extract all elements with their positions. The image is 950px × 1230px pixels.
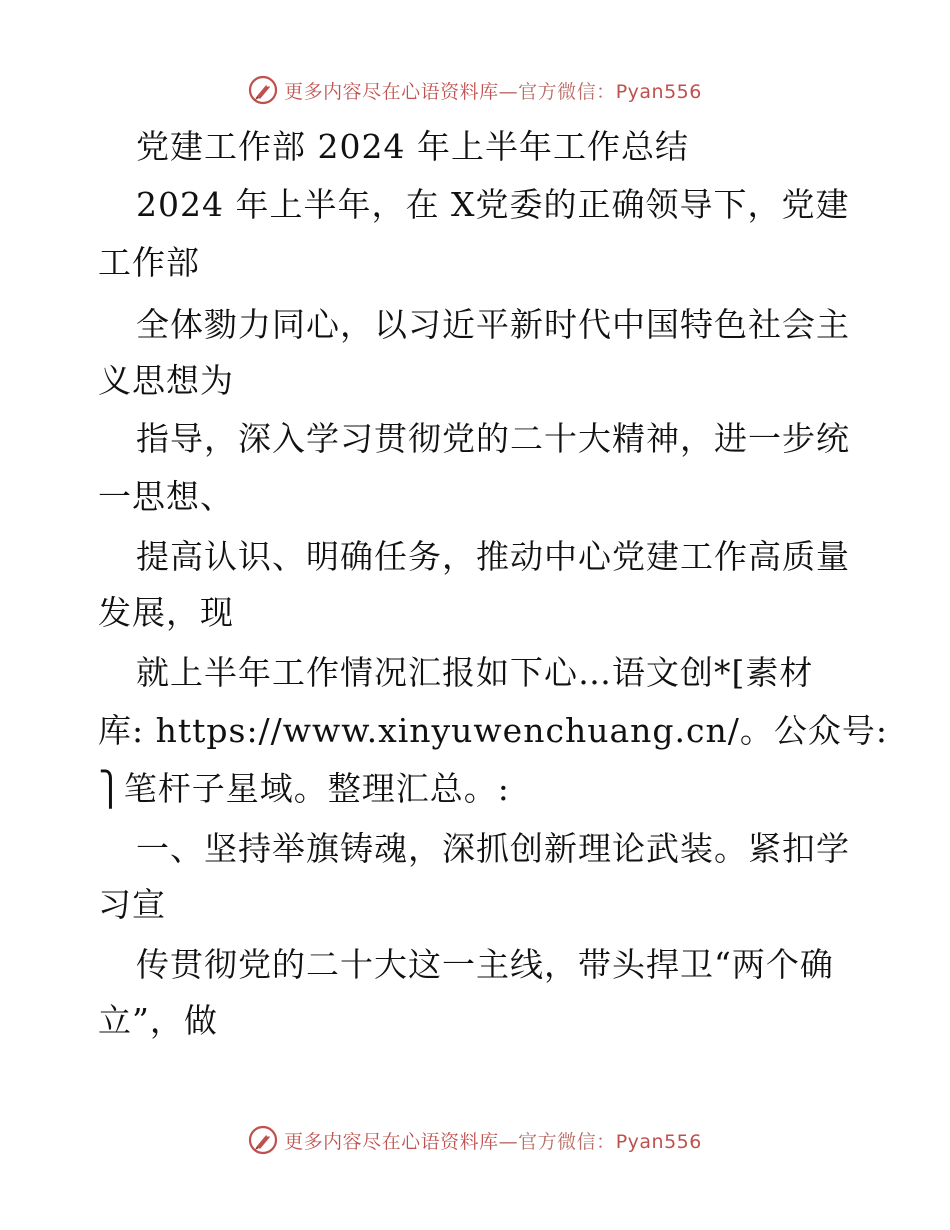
footer-watermark-banner [0,1120,950,1160]
watermark-account: Pyan556 [615,80,702,103]
watermark-dash: — [498,1130,519,1153]
paragraph-line: 指导，深入学习贯彻党的二十大精神，进一步统 [136,419,850,458]
paragraph-line: 一、坚持举旗铸魂，深抓创新理论武装。紧扣学 [136,829,850,868]
watermark-official-label: 官方微信： [518,1130,616,1153]
paragraph-line: 库: https://www.xinyuwenchuang.cn/。公众号: [98,711,888,750]
paragraph-line: 2024 年上半年，在 X党委的正确领导下，党建 [136,185,850,224]
watermark-dash: — [498,80,519,103]
paragraph-line: ⎫笔杆子星域。整理汇总。: [98,769,510,808]
paragraph-line: 全体勠力同心，以习近平新时代中国特色社会主 [136,305,850,344]
paragraph-line: 就上半年工作情况汇报如下心…语文创*[素材 [136,653,814,692]
paragraph-line: 传贯彻党的二十大这一主线，带头捍卫“两个确 [136,945,834,984]
paragraph-line: 义思想为 [98,361,234,400]
document-title: 党建工作部 2024 年上半年工作总结 [136,127,689,166]
paragraph-line: 立”，做 [98,1001,218,1040]
paragraph-line: 发展，现 [98,593,234,632]
paragraph-line: 习宣 [98,885,166,924]
watermark-account: Pyan556 [615,1130,702,1153]
pen-nib-logo-icon [248,75,278,105]
watermark-main-text: 更多内容尽在心语资料库 [284,1130,499,1153]
footer-watermark-text [284,1127,702,1154]
pen-nib-logo-icon [248,1125,278,1155]
header-watermark-text [284,77,702,104]
watermark-official-label: 官方微信： [518,80,616,103]
watermark-main-text: 更多内容尽在心语资料库 [284,80,499,103]
paragraph-line: 提高认识、明确任务，推动中心党建工作高质量 [136,537,850,576]
paragraph-line: 一思想、 [98,477,234,516]
paragraph-line: 工作部 [98,243,200,282]
header-watermark-banner [0,70,950,110]
